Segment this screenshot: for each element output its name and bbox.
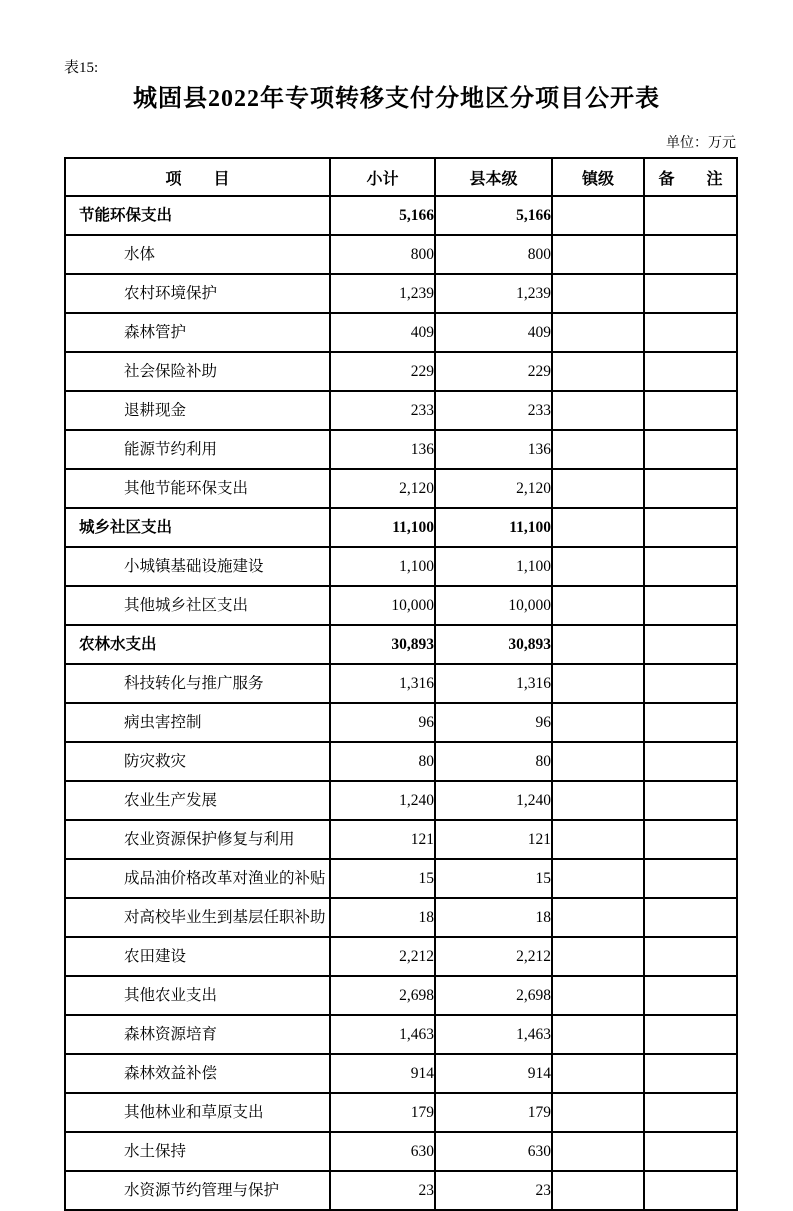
table-row — [65, 430, 737, 469]
row-county-level-value: 96 — [435, 703, 552, 742]
row-subtotal-value: 80 — [330, 742, 435, 781]
row-remarks-value — [644, 235, 737, 274]
row-project-name: 农林水支出 — [65, 625, 330, 664]
row-subtotal-value: 10,000 — [330, 586, 435, 625]
row-subtotal-value: 1,100 — [330, 547, 435, 586]
row-subtotal-value: 1,239 — [330, 274, 435, 313]
row-remarks-value — [644, 352, 737, 391]
row-subtotal-value: 23 — [330, 1171, 435, 1210]
table-row — [65, 820, 737, 859]
table-row — [65, 859, 737, 898]
table-row — [65, 547, 737, 586]
row-remarks-value — [644, 703, 737, 742]
col-header-county-level: 县本级 — [435, 158, 552, 196]
row-town-level-value — [552, 1093, 644, 1132]
row-town-level-value — [552, 1171, 644, 1210]
table-row — [65, 703, 737, 742]
table-row — [65, 508, 737, 547]
row-project-name: 成品油价格改革对渔业的补贴 — [65, 859, 330, 898]
row-project-name: 防灾救灾 — [65, 742, 330, 781]
table-row — [65, 625, 737, 664]
row-remarks-value — [644, 1171, 737, 1210]
row-subtotal-value: 11,100 — [330, 508, 435, 547]
row-project-name: 森林管护 — [65, 313, 330, 352]
col-header-project: 项 目 — [65, 158, 330, 196]
row-town-level-value — [552, 1015, 644, 1054]
col-header-subtotal: 小计 — [330, 158, 435, 196]
row-county-level-value: 30,893 — [435, 625, 552, 664]
row-remarks-value — [644, 313, 737, 352]
row-remarks-value — [644, 937, 737, 976]
row-county-level-value: 1,463 — [435, 1015, 552, 1054]
row-project-name: 病虫害控制 — [65, 703, 330, 742]
row-remarks-value — [644, 742, 737, 781]
row-town-level-value — [552, 274, 644, 313]
table-row — [65, 235, 737, 274]
row-subtotal-value: 630 — [330, 1132, 435, 1171]
row-subtotal-value: 914 — [330, 1054, 435, 1093]
table-row — [65, 391, 737, 430]
row-county-level-value: 11,100 — [435, 508, 552, 547]
row-county-level-value: 15 — [435, 859, 552, 898]
row-town-level-value — [552, 1132, 644, 1171]
row-project-name: 社会保险补助 — [65, 352, 330, 391]
row-remarks-value — [644, 274, 737, 313]
row-county-level-value: 18 — [435, 898, 552, 937]
table-row — [65, 274, 737, 313]
row-town-level-value — [552, 547, 644, 586]
row-town-level-value — [552, 703, 644, 742]
row-project-name: 水资源节约管理与保护 — [65, 1171, 330, 1210]
row-remarks-value — [644, 508, 737, 547]
row-county-level-value: 10,000 — [435, 586, 552, 625]
row-remarks-value — [644, 547, 737, 586]
row-remarks-value — [644, 976, 737, 1015]
row-project-name: 其他林业和草原支出 — [65, 1093, 330, 1132]
row-project-name: 农业资源保护修复与利用 — [65, 820, 330, 859]
row-county-level-value: 2,212 — [435, 937, 552, 976]
row-town-level-value — [552, 664, 644, 703]
table-number-label: 表15: — [64, 60, 99, 76]
row-remarks-value — [644, 820, 737, 859]
row-subtotal-value: 179 — [330, 1093, 435, 1132]
row-remarks-value — [644, 196, 737, 235]
row-town-level-value — [552, 352, 644, 391]
col-header-town-level: 镇级 — [552, 158, 644, 196]
row-remarks-value — [644, 391, 737, 430]
row-town-level-value — [552, 196, 644, 235]
row-subtotal-value: 121 — [330, 820, 435, 859]
row-subtotal-value: 18 — [330, 898, 435, 937]
row-county-level-value: 2,698 — [435, 976, 552, 1015]
row-county-level-value: 233 — [435, 391, 552, 430]
table-row — [65, 664, 737, 703]
row-subtotal-value: 1,463 — [330, 1015, 435, 1054]
row-project-name: 森林效益补偿 — [65, 1054, 330, 1093]
row-project-name: 其他农业支出 — [65, 976, 330, 1015]
table-row — [65, 1171, 737, 1210]
table-row — [65, 1132, 737, 1171]
row-project-name: 退耕现金 — [65, 391, 330, 430]
row-town-level-value — [552, 898, 644, 937]
row-remarks-value — [644, 1015, 737, 1054]
row-project-name: 城乡社区支出 — [65, 508, 330, 547]
header-row — [65, 158, 737, 196]
row-remarks-value — [644, 898, 737, 937]
table-row — [65, 196, 737, 235]
row-town-level-value — [552, 313, 644, 352]
row-project-name: 农村环境保护 — [65, 274, 330, 313]
row-town-level-value — [552, 742, 644, 781]
row-county-level-value: 5,166 — [435, 196, 552, 235]
row-county-level-value: 914 — [435, 1054, 552, 1093]
row-town-level-value — [552, 391, 644, 430]
row-project-name: 能源节约利用 — [65, 430, 330, 469]
row-remarks-value — [644, 430, 737, 469]
table-row — [65, 469, 737, 508]
table-row — [65, 898, 737, 937]
table-row — [65, 586, 737, 625]
row-town-level-value — [552, 508, 644, 547]
row-project-name: 水土保持 — [65, 1132, 330, 1171]
table-row — [65, 1054, 737, 1093]
row-town-level-value — [552, 625, 644, 664]
row-county-level-value: 179 — [435, 1093, 552, 1132]
row-county-level-value: 1,239 — [435, 274, 552, 313]
row-town-level-value — [552, 820, 644, 859]
row-project-name: 小城镇基础设施建设 — [65, 547, 330, 586]
row-county-level-value: 1,240 — [435, 781, 552, 820]
row-project-name: 农业生产发展 — [65, 781, 330, 820]
row-project-name: 其他城乡社区支出 — [65, 586, 330, 625]
row-town-level-value — [552, 976, 644, 1015]
row-county-level-value: 80 — [435, 742, 552, 781]
row-county-level-value: 630 — [435, 1132, 552, 1171]
unit-label: 单位：万元 — [666, 136, 736, 151]
row-subtotal-value: 1,316 — [330, 664, 435, 703]
row-remarks-value — [644, 469, 737, 508]
row-county-level-value: 800 — [435, 235, 552, 274]
row-subtotal-value: 409 — [330, 313, 435, 352]
row-county-level-value: 229 — [435, 352, 552, 391]
row-remarks-value — [644, 1054, 737, 1093]
row-county-level-value: 136 — [435, 430, 552, 469]
row-subtotal-value: 15 — [330, 859, 435, 898]
row-subtotal-value: 136 — [330, 430, 435, 469]
table-header — [65, 158, 737, 196]
row-remarks-value — [644, 586, 737, 625]
row-subtotal-value: 229 — [330, 352, 435, 391]
table-row — [65, 742, 737, 781]
row-project-name: 其他节能环保支出 — [65, 469, 330, 508]
col-header-remarks: 备 注 — [644, 158, 737, 196]
row-project-name: 对高校毕业生到基层任职补助 — [65, 898, 330, 937]
transfer-payment-table — [64, 157, 738, 1211]
row-remarks-value — [644, 1132, 737, 1171]
row-town-level-value — [552, 235, 644, 274]
table-row — [65, 1093, 737, 1132]
row-county-level-value: 409 — [435, 313, 552, 352]
row-subtotal-value: 2,698 — [330, 976, 435, 1015]
row-project-name: 水体 — [65, 235, 330, 274]
row-project-name: 节能环保支出 — [65, 196, 330, 235]
table-row — [65, 1015, 737, 1054]
row-subtotal-value: 2,212 — [330, 937, 435, 976]
row-remarks-value — [644, 859, 737, 898]
row-town-level-value — [552, 859, 644, 898]
table-body — [65, 196, 737, 1210]
row-remarks-value — [644, 781, 737, 820]
row-county-level-value: 2,120 — [435, 469, 552, 508]
row-remarks-value — [644, 664, 737, 703]
row-subtotal-value: 1,240 — [330, 781, 435, 820]
row-project-name: 森林资源培育 — [65, 1015, 330, 1054]
table-row — [65, 313, 737, 352]
row-county-level-value: 1,316 — [435, 664, 552, 703]
row-project-name: 科技转化与推广服务 — [65, 664, 330, 703]
row-subtotal-value: 5,166 — [330, 196, 435, 235]
row-remarks-value — [644, 625, 737, 664]
row-subtotal-value: 96 — [330, 703, 435, 742]
table-row — [65, 781, 737, 820]
table-row — [65, 937, 737, 976]
row-remarks-value — [644, 1093, 737, 1132]
table-row — [65, 976, 737, 1015]
row-town-level-value — [552, 781, 644, 820]
row-project-name: 农田建设 — [65, 937, 330, 976]
row-subtotal-value: 800 — [330, 235, 435, 274]
table-row — [65, 352, 737, 391]
row-county-level-value: 121 — [435, 820, 552, 859]
row-town-level-value — [552, 430, 644, 469]
row-county-level-value: 23 — [435, 1171, 552, 1210]
row-town-level-value — [552, 1054, 644, 1093]
row-subtotal-value: 233 — [330, 391, 435, 430]
row-town-level-value — [552, 586, 644, 625]
row-county-level-value: 1,100 — [435, 547, 552, 586]
row-subtotal-value: 30,893 — [330, 625, 435, 664]
row-town-level-value — [552, 937, 644, 976]
page-title: 城固县2022年专项转移支付分地区分项目公开表 — [133, 86, 660, 112]
row-town-level-value — [552, 469, 644, 508]
row-subtotal-value: 2,120 — [330, 469, 435, 508]
